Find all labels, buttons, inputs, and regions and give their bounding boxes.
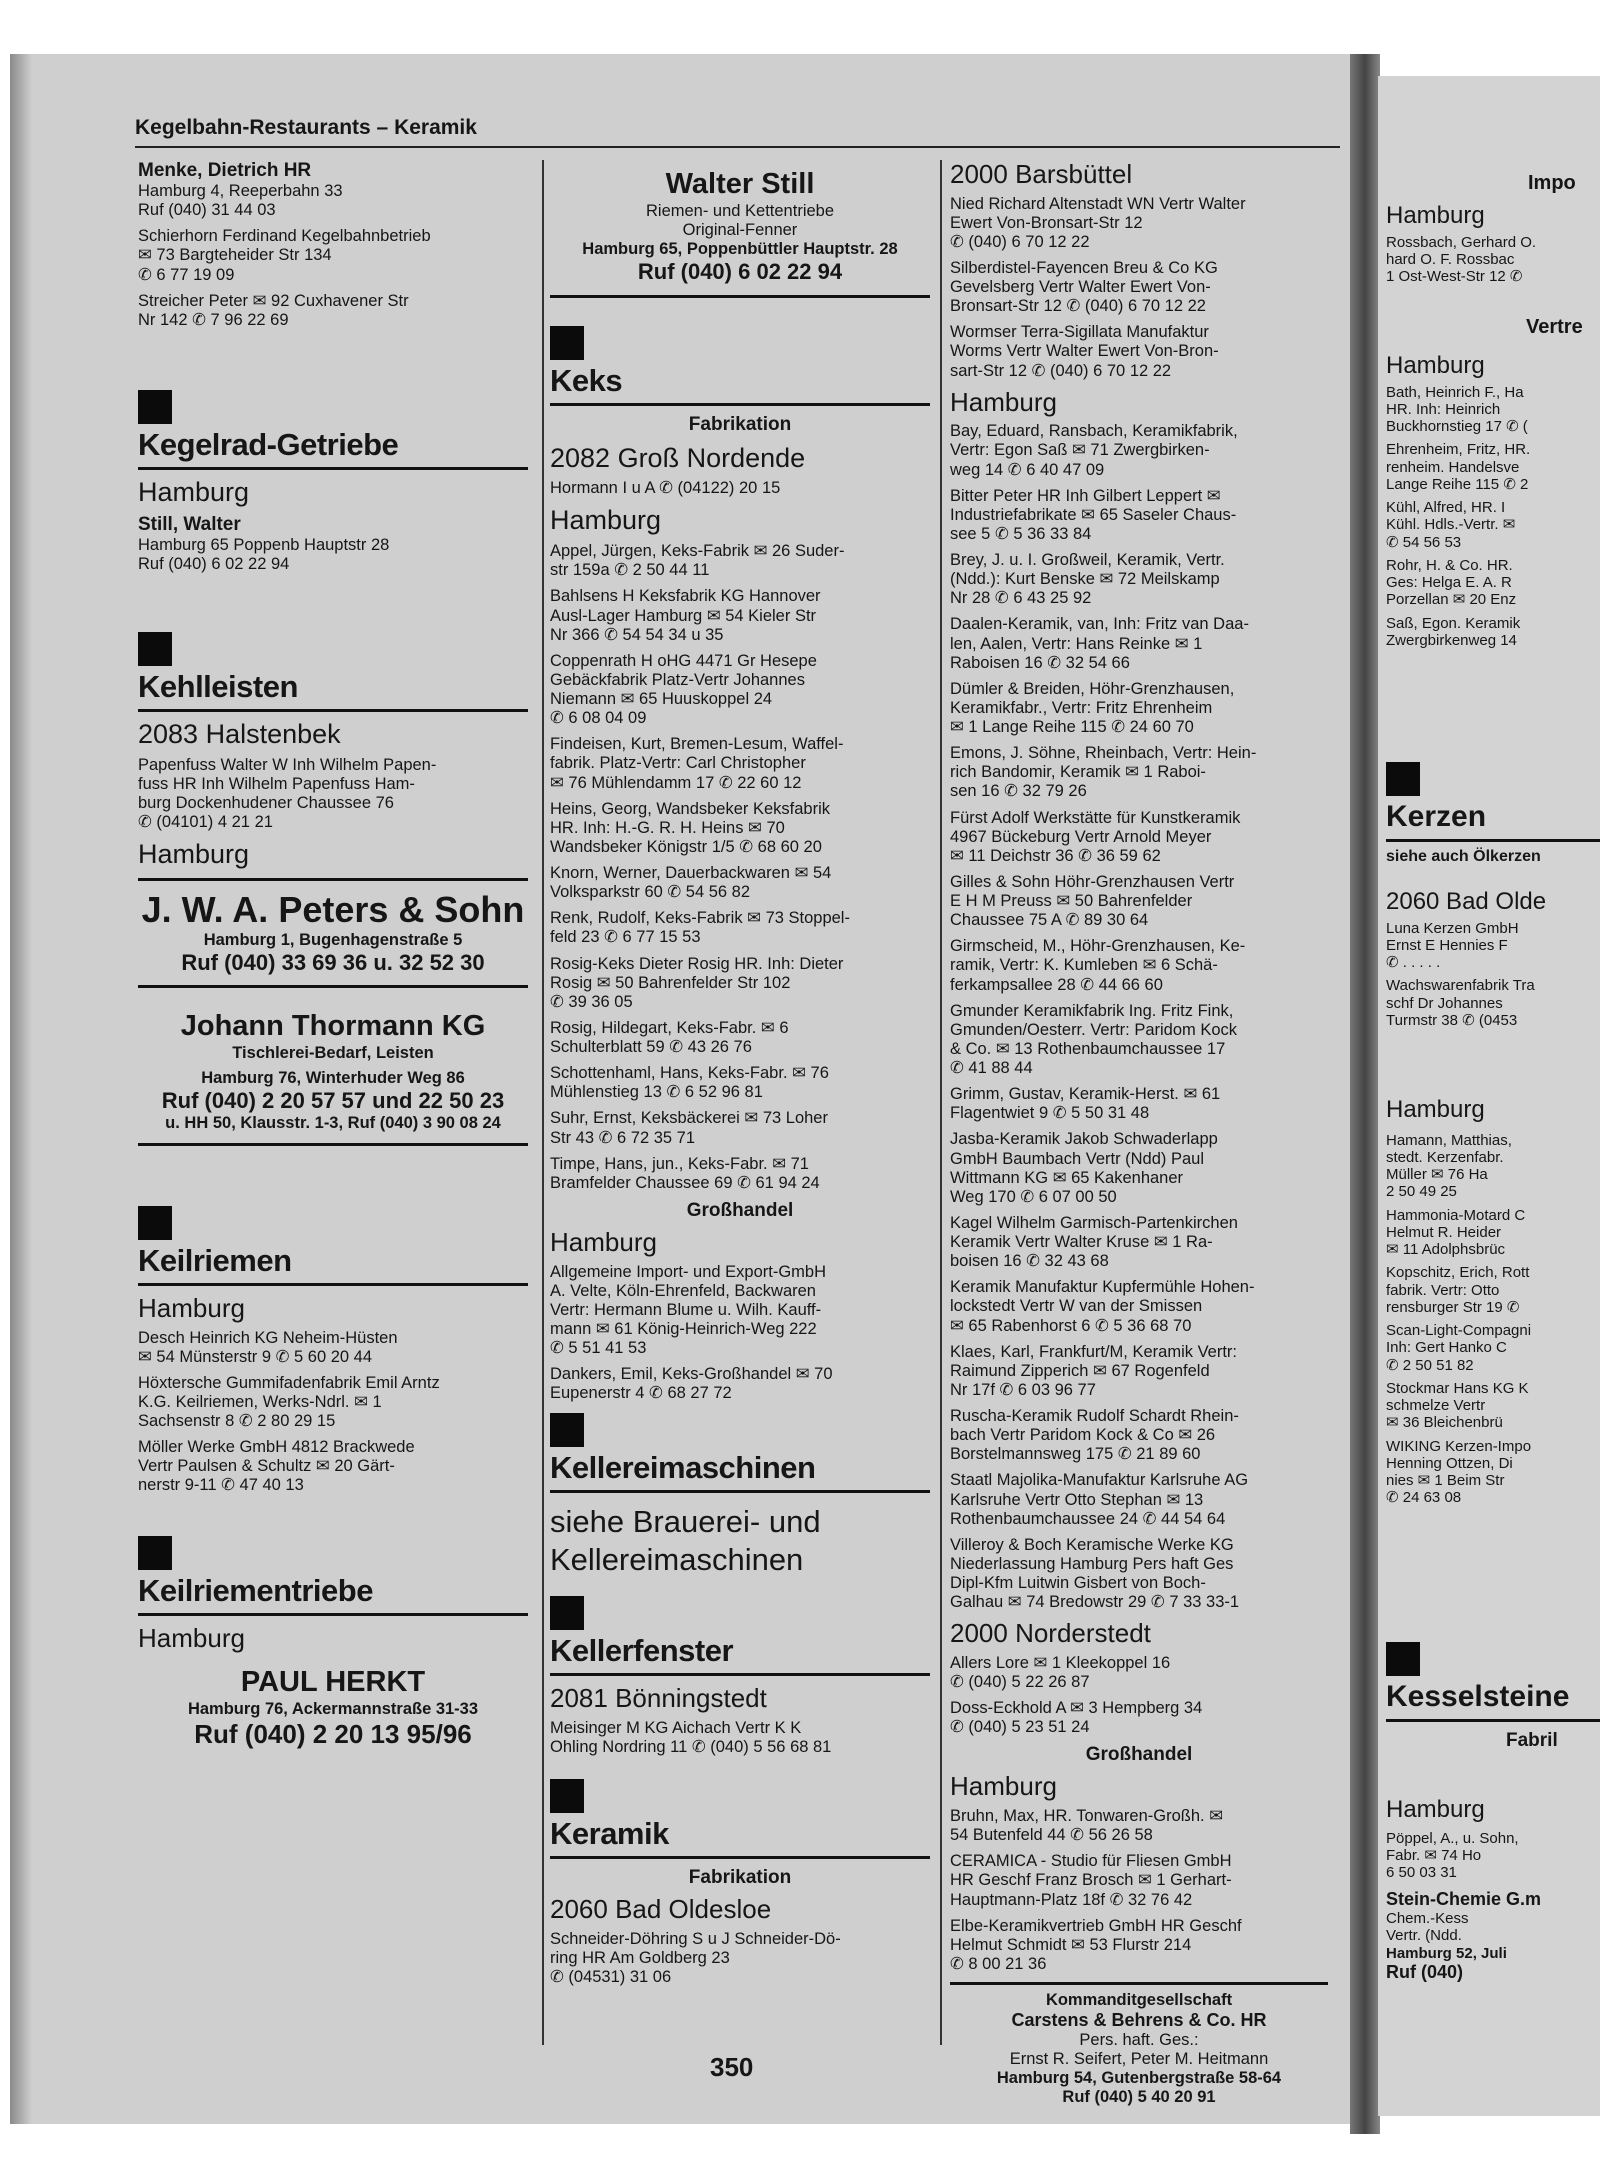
section-marker xyxy=(550,1779,584,1813)
listing-line: ✆ (040) 6 70 12 22 xyxy=(950,232,1090,251)
ad-herkt: PAUL HERKT Hamburg 76, Ackermannstraße 31-33 Ruf (040) 2 20 13 95/96 xyxy=(187,1666,479,1749)
listing-line: mann ✉ 61 König-Heinrich-Weg 222 xyxy=(550,1319,817,1338)
cross-reference: siehe Brauerei- und Kellereimaschinen xyxy=(550,1504,821,1577)
listing-line: weg 14 ✆ 6 40 47 09 xyxy=(950,460,1105,479)
listing-line: HR. Inh: H.-G. R. H. Heins ✉ 70 xyxy=(550,818,785,837)
list-item xyxy=(950,1807,1328,1845)
listing-line: Bruhn, Max, HR. Tonwaren-Großh. ✉ xyxy=(950,1807,1224,1826)
listing-line: Elbe-Keramikvertrieb GmbH HR Geschf xyxy=(950,1916,1242,1935)
listing-line: 54 Butenfeld 44 ✆ 56 26 58 xyxy=(950,1826,1153,1845)
listing-line: Karlsruhe Vertr Otto Stephan ✉ 13 xyxy=(950,1490,1204,1509)
section-marker xyxy=(550,1413,584,1447)
ad-thormann: Johann Thormann KG Tischlerei-Bedarf, Leisten Hamburg 76, Winterhuder Weg 86 Ruf (040) 2 20 57 57 und 22 50 23 u. HH 50, Klausstr. 1-3, Ruf (040) 3 90 08 24 xyxy=(138,1004,528,1146)
listing-line: Bronsart-Str 12 ✆ (040) 6 70 12 22 xyxy=(950,297,1206,316)
right-kesselsteine: Kesselsteine Fabril xyxy=(1386,1636,1600,1751)
section-marker xyxy=(138,1206,172,1240)
list-item xyxy=(950,323,1328,380)
list-item xyxy=(950,259,1328,316)
list-item xyxy=(950,1536,1328,1613)
listing-line: ramik, Vertr: K. Kumleben ✉ 6 Schä- xyxy=(950,956,1218,975)
city-heading: 2000 Norderstedt xyxy=(950,1618,1151,1649)
listing-line: ✆ 5 51 41 53 xyxy=(550,1339,647,1358)
listing-line: Raboisen 16 ✆ 32 54 66 xyxy=(950,653,1130,672)
listing-line: Bitter Peter HR Inh Gilbert Leppert ✉ xyxy=(950,486,1221,505)
list-item xyxy=(550,587,930,644)
listing-line: ✆ 41 88 44 xyxy=(950,1059,1033,1078)
listing-line: Fürst Adolf Werkstätte für Kunstkeramik xyxy=(950,808,1241,827)
list-item xyxy=(950,1852,1328,1909)
list-item xyxy=(950,1471,1328,1528)
listing-line: Industriefabrikate ✉ 65 Saseler Chaus- xyxy=(950,505,1237,524)
list-item xyxy=(550,542,930,580)
listing-line: Nied Richard Altenstadt WN Vertr Walter xyxy=(950,194,1246,213)
listing-line: Grimm, Gustav, Keramik-Herst. ✉ 61 xyxy=(950,1085,1221,1104)
barsbuettel-listings xyxy=(950,195,1328,381)
listing-hormann: Hormann I u A ✆ (04122) 20 15 xyxy=(550,479,781,498)
right-block-2: Hamburg Bath, Heinrich F., Ha HR. Inh: Heinrich Buckhornstieg 17 ✆ ( Ehrenheim, Fritz, HR. renheim. Handelsve Lange Reihe 115 ✆ 2 Kühl, Alfred, HR. I Kühl. Hdls.-Vertr. ✉ ✆ 54 56 53 Rohr, H. & Co. HR. Ges: Helga E. A. R Porzellan ✉ 20 Enz Saß, Egon. Keramik Zwergbirkenweg 14 xyxy=(1386,352,1531,649)
listing-line: Borstelmannsweg 175 ✆ 21 89 60 xyxy=(950,1445,1201,1464)
list-item xyxy=(550,955,930,1012)
section-marker xyxy=(138,1536,172,1570)
subheading-fabrikation: Fabrikation xyxy=(688,413,792,435)
right-kerzen: Kerzen siehe auch Ölkerzen xyxy=(1386,756,1600,866)
listing-line: Str 43 ✆ 6 72 35 71 xyxy=(550,1128,696,1147)
listing-line: GmbH Baumbach Vertr (Ndd) Paul xyxy=(950,1149,1205,1168)
section-heading-keilriementriebe: Keilriementriebe xyxy=(138,1574,528,1616)
listing-line: Villeroy & Boch Keramische Werke KG xyxy=(950,1535,1234,1554)
list-item xyxy=(950,1917,1328,1974)
running-head-rule xyxy=(135,146,1340,148)
list-item xyxy=(950,1085,1328,1123)
right-block-1: Hamburg Rossbach, Gerhard O. hard O. F. Rossbac 1 Ost-West-Str 12 ✆ xyxy=(1386,202,1537,286)
listing-line: sen 16 ✆ 32 79 26 xyxy=(950,782,1087,801)
listing-line: ✆ 6 08 04 09 xyxy=(550,709,647,728)
right-head: Impo xyxy=(1528,172,1576,194)
listing-line: Rosig, Hildegart, Keks-Fabr. ✉ 6 xyxy=(550,1018,789,1037)
listing-schierhorn: Schierhorn Ferdinand Kegelbahnbetrieb ✉ 73 Bargteheider Str 134 ✆ 6 77 19 09 xyxy=(138,227,431,284)
keramik-hamburg-listings xyxy=(950,422,1328,1612)
section-marker xyxy=(550,326,584,360)
list-item xyxy=(950,937,1328,994)
subheading-grosshandel: Großhandel xyxy=(1085,1744,1193,1766)
listing-line: Silberdistel-Fayencen Breu & Co KG xyxy=(950,258,1218,277)
list-item xyxy=(950,195,1328,252)
city-heading: Hamburg xyxy=(138,1292,245,1323)
listing-line: Allgemeine Import- und Export-GmbH xyxy=(550,1262,827,1281)
listing-line: sart-Str 12 ✆ (040) 6 70 12 22 xyxy=(950,361,1172,380)
listing-line: HR Geschf Franz Brosch ✉ 1 Gerhart- xyxy=(950,1871,1232,1890)
listing-line: str 159a ✆ 2 50 44 11 xyxy=(550,561,710,580)
listing-line: Gmunden/Oesterr. Vertr: Paridom Kock xyxy=(950,1020,1238,1039)
listing-schneider: Schneider-Döhring S u J Schneider-Dö- ring HR Am Goldberg 23 ✆ (04531) 31 06 xyxy=(550,1929,841,1986)
listing-line: Bahlsens H Keksfabrik KG Hannover xyxy=(550,587,821,606)
listing-line: ✆ 39 36 05 xyxy=(550,992,633,1011)
list-item xyxy=(950,1214,1328,1271)
listing-desch: Desch Heinrich KG Neheim-Hüsten ✉ 54 Münsterstr 9 ✆ 5 60 20 44 xyxy=(138,1328,398,1366)
right-block-5: Hamburg Pöppel, A., u. Sohn, Fabr. ✉ 74 Ho 6 50 03 31 Stein-Chemie G.m Chem.-Kess Vertr. (Ndd. Hamburg 52, Juli Ruf (040) xyxy=(1386,1796,1542,1982)
listing-line: Rosig-Keks Dieter Rosig HR. Inh: Dieter xyxy=(550,954,844,973)
listing-line: Appel, Jürgen, Keks-Fabrik ✉ 26 Suder- xyxy=(550,542,845,561)
section-marker xyxy=(138,390,172,424)
city-heading: 2081 Bönningstedt xyxy=(550,1682,767,1713)
section-heading-kellerfenster: Kellerfenster xyxy=(550,1634,930,1676)
right-page xyxy=(1378,76,1600,2116)
list-item xyxy=(950,1002,1328,1079)
listing-line: Staatl Majolika-Manufaktur Karlsruhe AG xyxy=(950,1471,1249,1490)
listing-line: Bramfelder Chaussee 69 ✆ 61 94 24 xyxy=(550,1173,820,1192)
listing-line: Chaussee 75 A ✆ 89 30 64 xyxy=(950,911,1149,930)
listing-line: Nr 366 ✆ 54 54 34 u 35 xyxy=(550,625,724,644)
listing-line: Rosig ✉ 50 Bahrenfelder Str 102 xyxy=(550,973,791,992)
listing-line: Vertr: Egon Saß ✉ 71 Zwergbirken- xyxy=(950,441,1210,460)
city-heading: Hamburg xyxy=(550,1226,657,1257)
listing-line: Wormser Terra-Sigillata Manufaktur xyxy=(950,323,1209,342)
listing-line: Doss-Eckhold A ✉ 3 Hempberg 34 xyxy=(950,1699,1203,1718)
listing-line: Nr 17f ✆ 6 03 96 77 xyxy=(950,1380,1096,1399)
city-heading: Hamburg xyxy=(138,839,250,870)
listing-line: Klaes, Karl, Frankfurt/M, Keramik Vertr: xyxy=(950,1342,1237,1361)
list-item xyxy=(950,615,1328,672)
right-block-3: 2060 Bad Olde Luna Kerzen GmbH Ernst E Hennies F ✆ . . . . . Wachswarenfabrik Tra schf Dr Johannes Turmstr 38 ✆ (0453 xyxy=(1386,888,1547,1029)
ad-peters: J. W. A. Peters & Sohn Hamburg 1, Bugenhagenstraße 5 Ruf (040) 33 69 36 u. 32 52 30 xyxy=(138,878,528,988)
right-vertre: Vertre xyxy=(1526,316,1583,338)
section-heading-kehlleisten: Kehlleisten xyxy=(138,670,528,712)
listing-line: Daalen-Keramik, van, Inh: Fritz van Daa- xyxy=(950,615,1249,634)
city-heading: 2083 Halstenbek xyxy=(138,719,341,750)
listing-line: Allers Lore ✉ 1 Kleekoppel 16 xyxy=(950,1653,1171,1672)
city-heading: Hamburg xyxy=(138,477,250,507)
list-item xyxy=(950,1278,1328,1335)
listing-line: Renk, Rudolf, Keks-Fabrik ✉ 73 Stoppel- xyxy=(550,909,850,928)
city-heading: 2060 Bad Oldesloe xyxy=(550,1893,772,1924)
page-number: 350 xyxy=(710,2052,754,2082)
listing-line: ✆ (040) 5 22 26 87 xyxy=(950,1673,1090,1692)
column-1 xyxy=(138,160,528,1769)
listing-line: Vertr: Hermann Blume u. Wilh. Kauff- xyxy=(550,1300,822,1319)
ad-carstens: Kommanditgesellschaft Carstens & Behrens & Co. HR Pers. haft. Ges.: Ernst R. Seifert, Peter M. Heitmann Hamburg 54, Gutenbergstraße 58-64 Ruf (040) 5 40 20 91 xyxy=(950,1982,1328,2118)
city-heading: 2000 Barsbüttel xyxy=(950,159,1133,189)
list-item xyxy=(550,1365,930,1403)
listing-line: Helmut Schmidt ✉ 53 Flurstr 214 xyxy=(950,1935,1192,1954)
listing-line: Wandsbeker Königstr 1/5 ✆ 68 60 20 xyxy=(550,837,822,856)
list-item xyxy=(950,422,1328,479)
listing-line: CERAMICA - Studio für Fliesen GmbH xyxy=(950,1852,1232,1871)
listing-line: Nr 28 ✆ 6 43 25 92 xyxy=(950,589,1092,608)
listing-line: Dankers, Emil, Keks-Großhandel ✉ 70 xyxy=(550,1365,833,1384)
listing-line: feld 23 ✆ 6 77 15 53 xyxy=(550,928,701,947)
listing-line: Girmscheid, M., Höhr-Grenzhausen, Ke- xyxy=(950,937,1246,956)
listing-line: ✉ 11 Deichstr 36 ✆ 36 59 62 xyxy=(950,846,1161,865)
listing-line: Dipl-Kfm Luitwin Gisbert von Boch- xyxy=(950,1574,1206,1593)
norderstedt-listings xyxy=(950,1654,1328,1738)
list-item xyxy=(950,551,1328,608)
listing-line: ✉ 1 Lange Reihe 115 ✆ 24 60 70 xyxy=(950,718,1194,737)
list-item xyxy=(550,909,930,947)
list-item xyxy=(550,1109,930,1147)
listing-line: ✆ (040) 5 23 51 24 xyxy=(950,1718,1090,1737)
listing-line: Ewert Von-Bronsart-Str 12 xyxy=(950,213,1143,232)
list-item xyxy=(550,735,930,792)
list-item xyxy=(950,1130,1328,1207)
listing-line: Weg 170 ✆ 6 07 00 50 xyxy=(950,1187,1117,1206)
listing-line: Timpe, Hans, jun., Keks-Fabr. ✉ 71 xyxy=(550,1154,809,1173)
listing-line: Raimund Zipperich ✉ 67 Rogenfeld xyxy=(950,1361,1210,1380)
list-item xyxy=(950,873,1328,930)
listing-line: ✉ 76 Mühlendamm 17 ✆ 22 60 12 xyxy=(550,773,802,792)
listing-line: 4967 Bückeburg Vertr Arnold Meyer xyxy=(950,827,1212,846)
book-gutter xyxy=(1350,54,1380,2134)
section-marker xyxy=(138,632,172,666)
listing-line: Mühlenstieg 13 ✆ 6 52 96 81 xyxy=(550,1083,763,1102)
listing-line: Findeisen, Kurt, Bremen-Lesum, Waffel- xyxy=(550,735,844,754)
listing-line: & Co. ✉ 13 Rothenbaumchaussee 17 xyxy=(950,1039,1226,1058)
list-item xyxy=(550,800,930,857)
listing-line: Eupenerstr 4 ✆ 68 27 72 xyxy=(550,1384,732,1403)
listing-line: (Ndd.): Kurt Benske ✉ 72 Meilskamp xyxy=(950,570,1220,589)
listing-line: ✉ 65 Rabenhorst 6 ✆ 5 36 68 70 xyxy=(950,1316,1192,1335)
list-item xyxy=(950,1654,1328,1692)
listing-line: Suhr, Ernst, Keksbäckerei ✉ 73 Loher xyxy=(550,1109,828,1128)
listing-line: Gevelsberg Vertr Walter Ewert Von- xyxy=(950,278,1211,297)
listing-line: Schulterblatt 59 ✆ 43 26 76 xyxy=(550,1038,752,1057)
listing-line: Keramik Manufaktur Kupfermühle Hohen- xyxy=(950,1278,1255,1297)
section-marker xyxy=(550,1596,584,1630)
listing-line: Wittmann KG ✉ 65 Kakenhaner xyxy=(950,1168,1184,1187)
listing-line: Ruscha-Keramik Rudolf Schardt Rhein- xyxy=(950,1407,1239,1426)
listing-line: Keramik Vertr Walter Kruse ✉ 1 Ra- xyxy=(950,1233,1213,1252)
city-heading: 2082 Groß Nordende xyxy=(550,442,806,473)
listing-line: Bay, Eduard, Ransbach, Keramikfabrik, xyxy=(950,422,1238,441)
listing-line: Jasba-Keramik Jakob Schwaderlapp xyxy=(950,1130,1218,1149)
listing-line: boisen 16 ✆ 32 43 68 xyxy=(950,1252,1109,1271)
list-item xyxy=(950,744,1328,801)
listing-menke: Menke, Dietrich HR Hamburg 4, Reeperbahn 33 Ruf (040) 31 44 03 xyxy=(138,160,343,220)
city-heading: Hamburg xyxy=(550,505,662,536)
listing-line: Schottenhaml, Hans, Keks-Fabr. ✉ 76 xyxy=(550,1064,829,1083)
listing-line: Heins, Georg, Wandsbeker Keksfabrik xyxy=(550,799,831,818)
listing-line: Kagel Wilhelm Garmisch-Partenkirchen xyxy=(950,1213,1238,1232)
section-marker xyxy=(1386,762,1420,796)
listing-line: ✆ 8 00 21 36 xyxy=(950,1954,1047,1973)
subheading-fabrikation: Fabrikation xyxy=(688,1866,792,1888)
list-item xyxy=(550,1019,930,1057)
listing-moeller: Möller Werke GmbH 4812 Brackwede Vertr Paulsen & Schultz ✉ 20 Gärt- nerstr 9-11 ✆ 47 40 13 xyxy=(138,1438,415,1495)
listing-line: Flagentwiet 9 ✆ 5 50 31 48 xyxy=(950,1104,1150,1123)
section-heading-keramik: Keramik xyxy=(550,1817,930,1859)
list-item xyxy=(950,487,1328,544)
list-item xyxy=(950,1407,1328,1464)
list-item xyxy=(950,1343,1328,1400)
listing-line: Knorn, Werner, Dauerbackwaren ✉ 54 xyxy=(550,864,832,883)
listing-line: Niederlassung Hamburg Pers haft Ges xyxy=(950,1554,1234,1573)
list-item xyxy=(950,809,1328,866)
listing-line: Volksparkstr 60 ✆ 54 56 82 xyxy=(550,883,751,902)
keks-listings xyxy=(550,542,930,1193)
listing-line: lockstedt Vertr W van der Smissen xyxy=(950,1297,1203,1316)
listing-papenfuss: Papenfuss Walter W Inh Wilhelm Papen- fuss HR Inh Wilhelm Papenfuss Ham- burg Dockenhudener Chaussee 76 ✆ (04101) 4 21 21 xyxy=(138,755,437,832)
listing-line: Galhau ✉ 74 Bredowstr 29 ✆ 7 33 33-1 xyxy=(950,1593,1240,1612)
listing-line: fabrik. Platz-Vertr: Carl Christopher xyxy=(550,754,806,773)
listing-line: Hauptmann-Platz 18f ✆ 32 76 42 xyxy=(950,1890,1193,1909)
listing-line: rich Bandomir, Keramik ✉ 1 Raboi- xyxy=(950,763,1206,782)
section-heading-keks: Keks xyxy=(550,364,930,406)
listing-line: Dümler & Breiden, Höhr-Grenzhausen, xyxy=(950,679,1235,698)
keks-grosshandel-listings xyxy=(550,1263,930,1404)
listing-line: bach Vertr Paridom Kock & Co ✉ 26 xyxy=(950,1426,1216,1445)
list-item xyxy=(550,1263,930,1359)
listing-line: Keramikfabr., Vertr: Fritz Ehrenheim xyxy=(950,698,1213,717)
listing-line: Gebäckfabrik Platz-Vertr Johannes xyxy=(550,670,805,689)
section-heading-keilriemen: Keilriemen xyxy=(138,1244,528,1286)
listing-streicher: Streicher Peter ✉ 92 Cuxhavener Str Nr 142 ✆ 7 96 22 69 xyxy=(138,291,409,329)
column-2 xyxy=(550,160,930,1994)
city-heading: Hamburg xyxy=(950,386,1057,417)
right-block-4: Hamburg Hamann, Matthias, stedt. Kerzenfabr. Müller ✉ 76 Ha 2 50 49 25 Hammonia-Motard C Helmut R. Heider ✉ 11 Adolphsbrüc Kopschitz, Erich, Rott fabrik. Vertr: Otto rensburger Str 19 ✆ Scan-Light-Compagni Inh: Gert Hanko C ✆ 2 50 51 82 Stockmar Hans KG K schmelze Vertr ✉ 36 Bleichenbrü WIKING Kerzen-Impo Henning Ottzen, Di nies ✉ 1 Beim Str ✆ 24 63 08 xyxy=(1386,1096,1532,1507)
list-item xyxy=(550,1155,930,1193)
listing-line: Niemann ✉ 65 Huuskoppel 24 xyxy=(550,690,773,709)
listing-line: Rothenbaumchaussee 24 ✆ 44 54 64 xyxy=(950,1509,1226,1528)
running-head: Kegelbahn-Restaurants – Keramik xyxy=(135,116,477,139)
list-item xyxy=(550,864,930,902)
listing-hoexter: Höxtersche Gummifadenfabrik Emil Arntz K.G. Keilriemen, Werks-Ndrl. ✉ 1 Sachsenstr 8 ✆ 2 80 29 15 xyxy=(138,1373,440,1431)
listing-line: ferkampsallee 28 ✆ 44 66 60 xyxy=(950,975,1163,994)
column-separator xyxy=(542,160,544,2045)
listing-still: Still, Walter Hamburg 65 Poppenb Hauptstr 28 Ruf (040) 6 02 22 94 xyxy=(138,513,390,573)
keramik-grosshandel-listings xyxy=(950,1807,1328,1974)
city-heading: Hamburg xyxy=(138,1622,245,1653)
listing-line: len, Aalen, Vertr: Hans Reinke ✉ 1 xyxy=(950,634,1203,653)
list-item xyxy=(950,1699,1328,1737)
list-item xyxy=(550,652,930,729)
section-marker xyxy=(1386,1642,1420,1676)
listing-line: Emons, J. Söhne, Rheinbach, Vertr: Hein- xyxy=(950,744,1257,763)
listing-line: Worms Vertr Walter Ewert Von-Bron- xyxy=(950,342,1219,361)
section-heading-kellereimaschinen: Kellereimaschinen xyxy=(550,1451,930,1493)
listing-line: E H M Preuss ✉ 50 Bahrenfelder xyxy=(950,892,1193,911)
column-3 xyxy=(950,160,1328,2128)
listing-line: Gmunder Keramikfabrik Ing. Fritz Fink, xyxy=(950,1001,1234,1020)
listing-line: Gilles & Sohn Höhr-Grenzhausen Vertr xyxy=(950,872,1235,891)
column-separator xyxy=(940,160,942,2045)
listing-meisinger: Meisinger M KG Aichach Vertr K K Ohling Nordring 11 ✆ (040) 5 56 68 81 xyxy=(550,1718,832,1756)
listing-line: A. Velte, Köln-Ehrenfeld, Backwaren xyxy=(550,1281,816,1300)
list-item xyxy=(950,680,1328,737)
city-heading: Hamburg xyxy=(950,1771,1057,1802)
listing-line: Ausl-Lager Hamburg ✉ 54 Kieler Str xyxy=(550,606,817,625)
subheading-grosshandel: Großhandel xyxy=(686,1199,794,1221)
ad-walter-still: Walter Still Riemen- und Kettentriebe Original-Fenner Hamburg 65, Poppenbüttler Hauptstr. 28 Ruf (040) 6 02 22 94 xyxy=(550,162,930,298)
listing-line: Coppenrath H oHG 4471 Gr Hesepe xyxy=(550,651,817,670)
list-item xyxy=(550,1064,930,1102)
listing-line: see 5 ✆ 5 36 33 84 xyxy=(950,524,1092,543)
page-shadow xyxy=(10,54,32,2124)
section-heading-kegelrad: Kegelrad-Getriebe xyxy=(138,428,528,470)
listing-line: Brey, J. u. I. Großweil, Keramik, Vertr. xyxy=(950,551,1225,570)
